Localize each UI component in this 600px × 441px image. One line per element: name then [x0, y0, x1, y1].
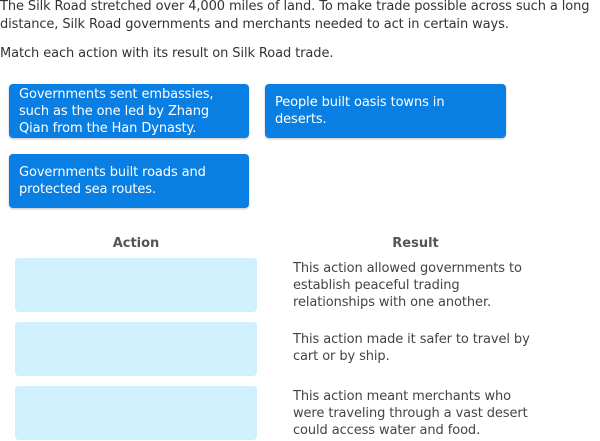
- draggable-tile-oasis-towns[interactable]: [265, 84, 506, 138]
- column-header-action: Action: [112, 236, 160, 251]
- column-header-result: Result: [392, 236, 439, 251]
- action-drop-zone-2[interactable]: [15, 322, 257, 376]
- intro-text: The Silk Road stretched over 4,000 miles of land. To make trade possible across such a long distance, Silk Road governments and merchants needed to act in certain ways.: [0, 0, 590, 32]
- tile-label: Governments built roads and protected sea routes.: [19, 165, 206, 197]
- instruction-text: Match each action with its result on Silk Road trade.: [0, 46, 334, 61]
- result-text-1: This action allowed governments to establish peaceful trading relationships with one another.: [293, 261, 522, 310]
- tile-label: People built oasis towns in deserts.: [275, 95, 445, 127]
- action-drop-zone-3[interactable]: [15, 386, 257, 440]
- tile-label: Governments sent embassies, such as the one led by Zhang Qian from the Han Dynasty.: [19, 86, 214, 136]
- action-drop-zone-1[interactable]: [15, 258, 257, 312]
- result-text-2: This action made it safer to travel by cart or by ship.: [293, 332, 530, 364]
- draggable-tile-embassies[interactable]: [9, 84, 249, 138]
- draggable-tile-roads-sea-routes[interactable]: [9, 154, 249, 208]
- result-text-3: This action meant merchants who were traveling through a vast desert could access water and food.: [293, 389, 528, 438]
